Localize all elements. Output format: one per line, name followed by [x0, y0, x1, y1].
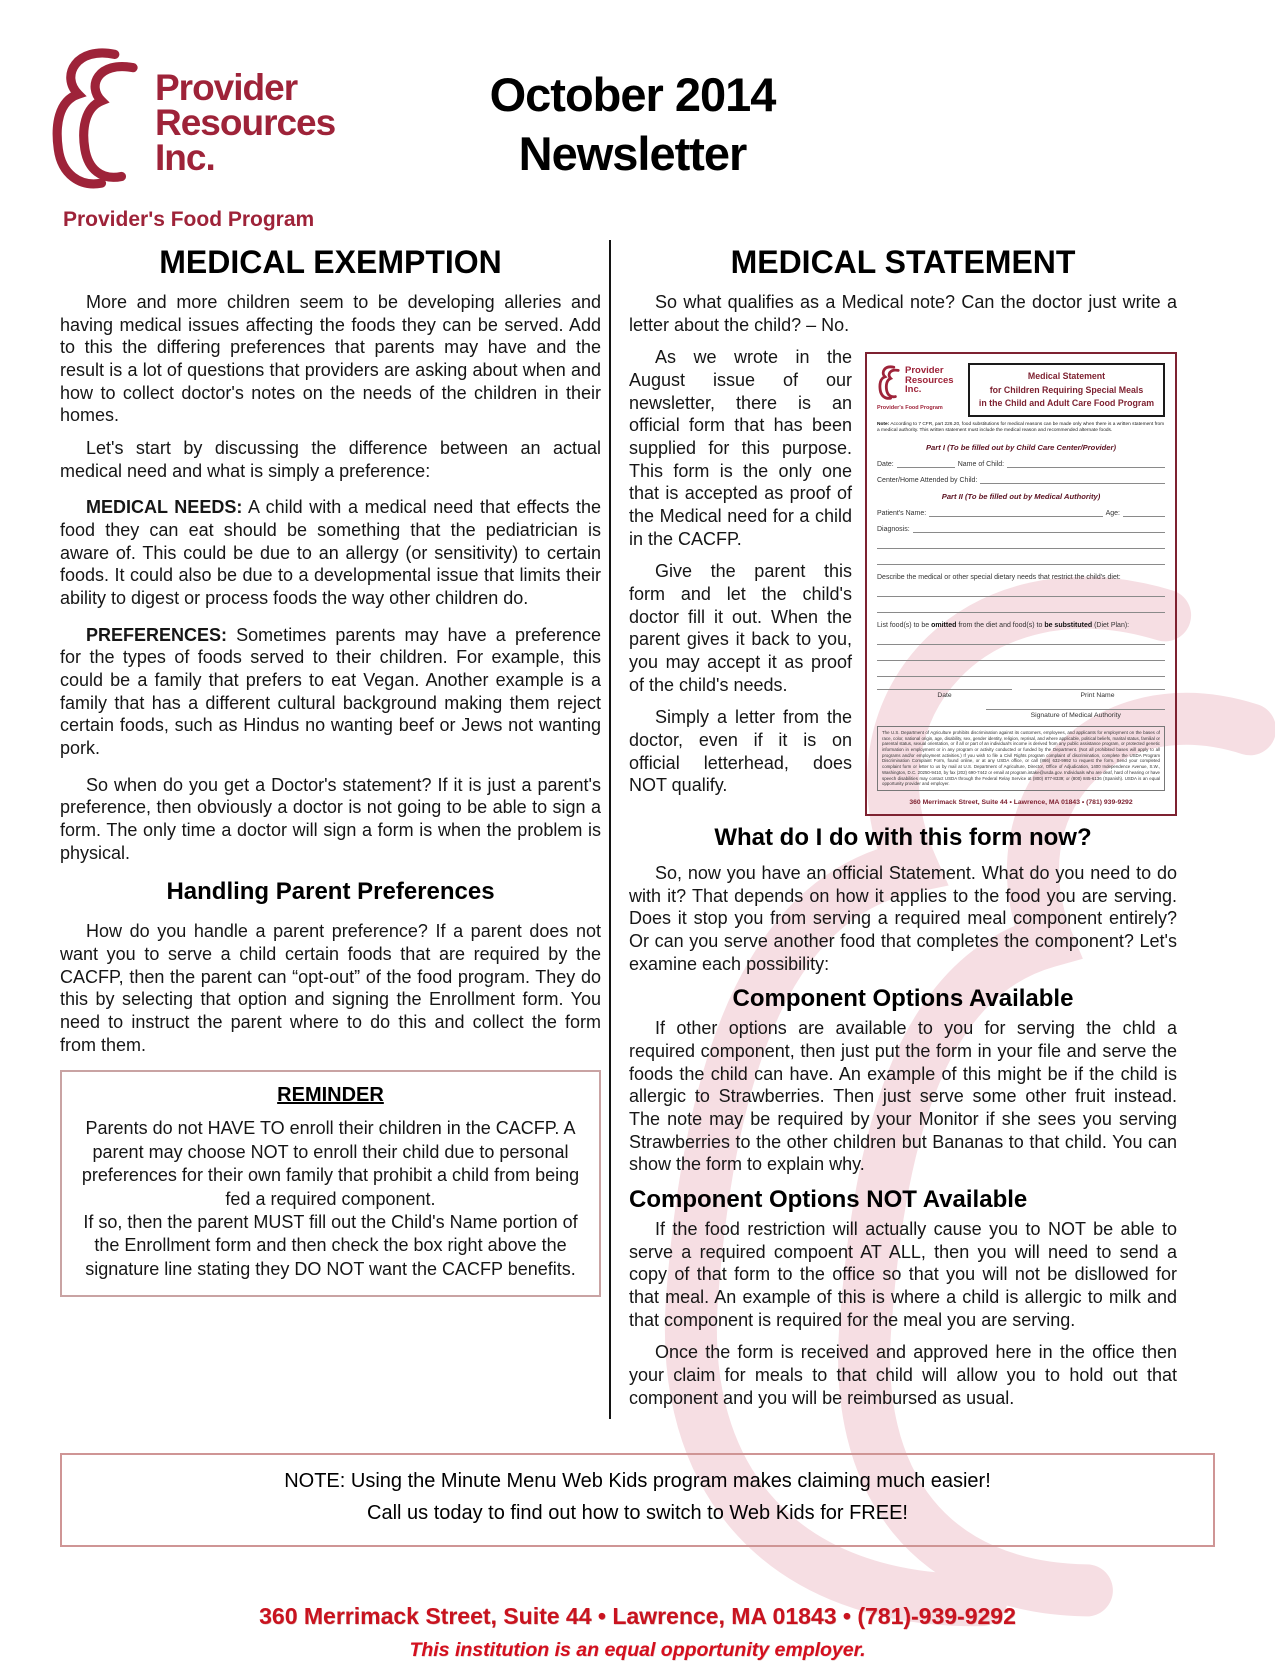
form-sig-print-label: Print Name — [1080, 691, 1115, 699]
form-blank-line — [877, 653, 1165, 661]
form-title-line2: for Children Requiring Special Meals — [989, 384, 1144, 395]
form-blank-line — [877, 589, 1165, 597]
form-blank-line — [1123, 509, 1165, 517]
form-blank-line — [877, 557, 1165, 565]
form-list-label — [877, 622, 1165, 629]
form-age-label: Age: — [1105, 509, 1120, 517]
form-part1-heading: Part I (To be filled out by Child Care Center/Provider) — [925, 442, 1116, 452]
form-substituted: be substituted — [1044, 621, 1093, 629]
form-blank-line — [1007, 460, 1165, 468]
logo-line2: Resources — [155, 102, 336, 144]
form-diagnosis-label: Diagnosis: — [877, 525, 910, 533]
medical-statement-form-image — [865, 352, 1177, 816]
footer-eoe: This institution is an equal opportunity employer. — [409, 1639, 866, 1662]
preferences-label: PREFERENCES: — [86, 624, 228, 645]
form-child-label: Name of Child: — [957, 460, 1005, 468]
right-heading: MEDICAL STATEMENT — [730, 244, 1076, 280]
form-blank-line — [929, 509, 1102, 517]
form-sig-date-label: Date — [937, 691, 952, 699]
form-date-label: Date: — [877, 460, 894, 468]
newsletter-title-month: October 2014 — [489, 68, 776, 121]
paragraph: How do you handle a parent preference? If a parent does not want you to serve a child certain foods that are required by the CACFP, then the parent can “opt-out” of the food program. They do this by selecting that option and signing the Enrollment form. You need to instruct the parent where to do this and collect the form from them. — [60, 921, 601, 1055]
form-logo-tagline: Provider's Food Program — [877, 405, 943, 412]
bread-slice-icon — [45, 36, 153, 204]
left-column — [60, 240, 601, 1419]
paragraph: If other options are available to you for serving the chld a required component, then just put the form in your file and serve the foods the child can have. An example of this might be if the child is allergic to Strawberries. Then just serve some other fruit instead. The note may be required by your Monitor if she sees you serving Strawberries to the other children but Bananas to that child. You can show the form to explain why. — [629, 1018, 1177, 1175]
right-column — [609, 240, 1177, 1419]
form-fine-print: The U.S. Department of Agriculture prohibits discrimination against its customers, employees, and applicants for employment on the bases of race, color, national origin, age, disability, sex, gender identity, religion, reprisal, and where applicable, political beliefs, marital status, familial or parental status, sexual orientation, or if all or part of an individual's income is derived from any public assistance program, or protected genetic information in employment or in any program or activity conducted or funded by the Department. (Not all prohibited bases will apply to all programs and/or employment activities.) If you wish to file a Civil Rights program complaint of discrimination, complete the USDA Program Discrimination Complaint Form, found online, or at any USDA office, or call (866) 632-9992 to request the form. Send your completed complaint form or letter to us by mail at U.S. Department of Agriculture, Director, Office of Adjudication, 1400 Independence Avenue, S.W., Washington, D.C. 20250-9410, by fax (202) 690-7442 or email at program.intake@usda.gov. Individuals who are deaf, hard of hearing or have speech disabilities may contact USDA through the Federal Relay Service at (800) 877-8339; or (800) 845-6136 (Spanish). USDA is an equal opportunity provider and employer. — [877, 726, 1165, 791]
left-heading: MEDICAL EXEMPTION — [159, 244, 502, 280]
form-logo-line2: Resources — [905, 374, 954, 386]
paragraph: Simply a letter from the doctor, even if it is on official letterhead, does NOT qualify. — [629, 707, 852, 796]
paragraph: So when do you get a Doctor's statement? If it is just a parent's preference, then obviously a doctor is not going to be able to sign a form. The only time a doctor will sign a form is when the problem is physical. — [60, 774, 601, 863]
preferences-text: Sometimes parents may have a preference for the types of foods served to their children. For example, this could be a family that prefers to eat Vegan. Another example is a family that has a different cultural background making them reject certain foods, such as Hindus no wanting beef or Jews not wanting pork. — [60, 624, 601, 759]
logo-tagline: Provider's Food Program — [63, 208, 315, 231]
reminder-paragraph: Parents do not HAVE TO enroll their children in the CACFP. A parent may choose NOT to enroll their child due to personal preferences for their own family that prohibit a child from being fed a required component. — [81, 1118, 580, 1209]
reminder-paragraph: If so, then the parent MUST fill out the Child's Name portion of the Enrollment form and then check the box right above the signature line stating they DO NOT want the CACFP benefits. — [83, 1212, 578, 1279]
form-list-post: (Diet Plan): — [1092, 621, 1130, 629]
form-title-line3: in the Child and Adult Care Food Program — [978, 397, 1155, 408]
reminder-box — [60, 1070, 601, 1297]
right-subheading-3: Component Options NOT Available — [629, 1186, 1028, 1214]
form-blank-line — [980, 476, 1165, 484]
columns — [0, 232, 1275, 1419]
newsletter-title-word: Newsletter — [518, 126, 747, 180]
form-note — [877, 422, 1165, 435]
left-subheading: Handling Parent Preferences — [166, 878, 495, 906]
form-part2-heading: Part II (To be filled out by Medical Authority) — [941, 491, 1101, 501]
paragraph — [60, 624, 601, 760]
logo-line3: Inc. — [155, 137, 215, 179]
form-logo — [877, 363, 961, 417]
form-sig-date — [877, 689, 1012, 699]
form-center-label: Center/Home Attended by Child: — [877, 476, 978, 484]
right-subheading-1: What do I do with this form now? — [714, 824, 1092, 852]
form-title-line1: Medical Statement — [1027, 371, 1106, 382]
form-blank-line — [913, 525, 1165, 533]
footer-address: 360 Merrimack Street, Suite 44 • Lawrence, MA 01843 • (781)-939-9292 — [259, 1603, 1016, 1630]
form-blank-line — [877, 541, 1165, 549]
form-list-mid: from the diet and food(s) to — [956, 621, 1045, 629]
form-blank-line — [877, 637, 1165, 645]
paragraph — [60, 496, 601, 609]
form-blank-line — [877, 669, 1165, 677]
reminder-heading: REMINDER — [277, 1084, 384, 1107]
paragraph: If the food restriction will actually cause you to NOT be able to serve a required compoent AT ALL, then you will need to send a copy of that form to the office so that you will not be disllowed for that meal. An example of this is where a child is allergic to milk and that component is required for the meal you are serving. — [629, 1219, 1177, 1330]
logo-text — [155, 67, 336, 179]
medical-needs-text: A child with a medical need that effects the food they can eat should be something that the pediatrician is aware of. This could be due to an allergy (or sensitivity) to certain foods. It could also be due to a developmental issue that limits their ability to digest or process foods the way other children do. — [60, 497, 601, 609]
note-line1: NOTE: Using the Minute Menu Web Kids program makes claiming much easier! — [284, 1470, 991, 1493]
paragraph: Let's start by discussing the difference between an actual medical need and what is simply a preference: — [60, 438, 601, 481]
right-subheading-2: Component Options Available — [732, 985, 1074, 1013]
form-sig-authority — [986, 709, 1165, 719]
paragraph: So what qualifies as a Medical note? Can the doctor just write a letter about the child? – No. — [629, 292, 1177, 335]
bread-slice-icon — [877, 363, 903, 403]
form-note-text: According to 7 CFR, part 226.20, food substitutions for medical reasons can be made only when there is a written statement from a medical authority. This written statement must include the medical reason and recommended alternate foods. — [877, 421, 1165, 434]
form-sig-auth-label: Signature of Medical Authority — [1030, 711, 1121, 719]
paragraph: More and more children seem to be developing alleries and having medical issues affecting the foods they can be served. Add to this the differing preferences that parents may have and the result is a lot of questions that providers are asking about when and how to collect doctor's notes on the needs of the children in their homes. — [60, 292, 601, 426]
form-title — [968, 363, 1165, 417]
form-note-label: Note: — [877, 421, 890, 427]
form-sig-print — [1030, 689, 1165, 699]
header — [0, 0, 1275, 232]
paragraph: Once the form is received and approved here in the office then your claim for meals to that child will allow you to hold out that component and you will be reimbursed as usual. — [629, 1342, 1177, 1408]
newsletter-title — [380, 66, 1215, 232]
note-box — [60, 1453, 1215, 1547]
form-list-pre: List food(s) to be — [877, 621, 932, 629]
form-footer-address: 360 Merrimack Street, Suite 44 • Lawrence, MA 01843 • (781) 939-9292 — [909, 799, 1133, 807]
form-describe-label: Describe the medical or other special dietary needs that restrict the child's diet: — [877, 573, 1121, 581]
note-line2: Call us today to find out how to switch to Web Kids for FREE! — [367, 1502, 908, 1525]
provider-logo — [45, 36, 380, 232]
form-blank-line — [897, 460, 955, 468]
medical-needs-label: MEDICAL NEEDS: — [86, 497, 243, 518]
logo-line1: Provider — [155, 67, 298, 108]
form-omitted: omitted — [931, 621, 957, 629]
form-logo-line3: Inc. — [905, 384, 922, 396]
paragraph: So, now you have an official Statement. What do you need to do with it? That depends on how it applies to the food you are serving. Does it stop you from serving a required meal component entirely? Or can you serve another food that completes the component? Let's examine each possibility: — [629, 863, 1177, 974]
form-patient-label: Patient's Name: — [877, 509, 927, 517]
form-logo-line1: Provider — [905, 365, 944, 377]
paragraph: Give the parent this form and let the child's doctor fill it out. When the parent gives it back to you, you may accept it as proof of the child's needs. — [629, 561, 852, 695]
form-blank-line — [877, 605, 1165, 613]
paragraph: As we wrote in the August issue of our newsletter, there is an official form that has been supplied for this purpose. This form is the only one that is accepted as proof of the Medical need for a child in the CACFP. — [629, 347, 852, 549]
